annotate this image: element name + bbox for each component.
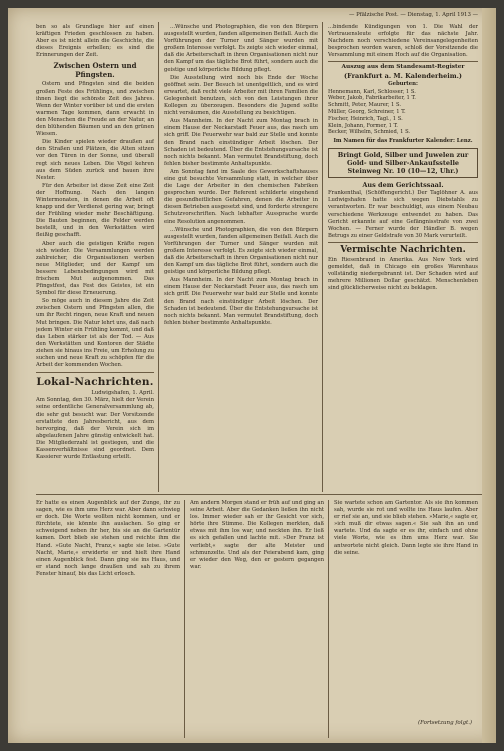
paragraph: ...Wünsche und Photographien, die von den Bürgern ausgestellt wurden, fanden allgemeinen Beifall. Auch die Vorführungen der Turner und Sänger wurden mit großem Interesse verfolgt. Es zeigte sich wieder einmal, daß die Arbeiterschaft in ihren Organisationen nicht nur den Kampf um das tägliche Brot führt, sondern auch die geistige und körperliche Bildung pflegt. [164, 226, 318, 276]
article-heading: Zwischen Ostern und Pfingsten. [53, 61, 137, 80]
section-heading-local: Lokal-Nachrichten. [36, 376, 154, 389]
right-column [328, 24, 478, 492]
misc-text: Ein Riesenbrand in Amerika. Aus New York wird gemeldet, daß in Chicago ein großes Warenhaus vollständig niedergebrannt ist. Der Schaden wird auf mehrere Millionen Dollar geschätzt. Menschenleben sind glücklicherweise nicht zu beklagen. [328, 256, 478, 292]
local-dateline: Ludwigshafen, 1. April. [91, 390, 154, 397]
section-rule [328, 242, 478, 243]
page-edge [482, 8, 496, 743]
list-item: Fischer, Heinrich, Tagl., 1 S. [328, 115, 403, 122]
local-text: Am Sonntag, den 30. März, hielt der Verein seine ordentliche Generalversammlung ab, die sehr gut besucht war. Der Vorsitzende erstattete den Jahresbericht, aus dem hervorging, daß der Verein sich im abgelaufenen Jahre günstig entwickelt hat. Die Mitgliederzahl ist gestiegen, und die Kassenverhältnisse sind geordnet. Dem Kassierer wurde Entlastung erteilt. [36, 397, 154, 461]
register-footer: Im Namen für das Frankfurter Kalender: Lenz. [333, 138, 473, 145]
left-column [36, 24, 154, 492]
intro-text: ben so als Grundlage hier auf einen kräftigen Frieden geschlossen zu haben. Aber es ist nicht allein die Geschichte, die dieses Ereignis erhellen; es sind die Erinnerungen der Zeit. [36, 24, 154, 59]
middle-column [164, 24, 318, 492]
list-item: Schmitt, Peter, Maurer, 1 S. [328, 102, 402, 109]
feuilleton-rule [36, 494, 482, 495]
register-label: Geburten: [388, 81, 418, 88]
register-heading: Auszug aus dem Standesamt-Register [341, 64, 465, 71]
court-heading: Aus dem Gerichtssaal. [362, 181, 444, 190]
paragraph: Ostern und Pfingsten sind die beiden großen Feste des Frühlings, und zwischen ihnen liegt die schönste Zeit des Jahres. Wenn der Winter vorüber ist und die ersten warmen Tage kommen, dann erwacht in den Menschen die Freude an der Natur, an den blühenden Bäumen und an den grünen Wiesen. [36, 81, 154, 138]
column-rule [158, 22, 159, 492]
paragraph: Die Kinder spielen wieder draußen auf den Straßen und Plätzen, die Alten sitzen vor den Türen in der Sonne, und überall regt sich neues Leben. Die Vögel kehren aus dem Süden zurück und bauen ihre Nester. [36, 139, 154, 181]
article-body [36, 81, 154, 369]
newspaper-page [8, 8, 496, 743]
date-line: — Pfälzische Post. — Dienstag, 1. April 1913 — [348, 12, 478, 18]
list-item: Klein, Johann, Former, 1 T. [328, 122, 398, 129]
story-text: Sie wartete schon am Gartentor. Als sie ihn kommen sah, wurde sie rot und wollte ins Haus laufen. Aber er rief sie an, und sie blieb stehen. »Marie,« sagte er, »ich muß dir etwas sagen.« Sie sah ihn an und wartete. Und da sagte er es ihr, einfach und ohne viele Worte, wie es ihm ums Herz war. Sie antwortete nicht gleich. Dann legte sie ihre Hand in die seine. [334, 500, 478, 556]
continuation-note: (Fortsetzung folgt.) [418, 720, 473, 726]
section-rule [328, 61, 478, 62]
story-text: Er hatte es einen Augenblick auf der Zunge, ihr zu sagen, wie es ihm ums Herz war. Aber dann schwieg er doch. Die Worte wollten nicht kommen, und er fürchtete, sie könnte ihn auslachen. So ging er schweigend neben ihr her, bis sie an die Gartentür kamen. Dort blieb sie stehen und reichte ihm die Hand. »Gute Nacht, Franz,« sagte sie leise. »Gute Nacht, Marie,« erwiderte er und hielt ihre Hand einen Augenblick fest. Dann ging sie ins Haus, und er stand noch lange draußen und sah zu ihrem Fenster hinauf, bis das Licht erlosch. [36, 500, 180, 577]
paragraph: Aber auch die geistigen Kräfte regen sich wieder. Die Versammlungen werden zahlreicher, die Organisationen werben neue Mitglieder, und der Kampf um bessere Lebensbedingungen wird mit frischem Mut aufgenommen. Das Pfingstfest, das Fest des Geistes, ist ein Symbol für diese Erneuerung. [36, 240, 154, 297]
column-rule [328, 500, 329, 738]
feuilleton-column-3 [334, 500, 478, 738]
paragraph: Die Ausstellung wird noch bis Ende der Woche geöffnet sein. Der Besuch ist unentgeltlich, und es wird erwartet, daß recht viele Arbeiter mit ihren Familien die Gelegenheit benutzen, sich von den Leistungen ihrer Kollegen zu überzeugen. Besonders die Jugend sollte nicht versäumen, die Ausstellung zu besichtigen. [164, 74, 318, 117]
list-item: Becker, Wilhelm, Schmied, 1 S. [328, 129, 411, 136]
gold-advertisement: Bringt Gold, Silber und Juwelen zur Gold- und Silber-Ankaufsstelle Steinweg Nr. 10 (10—12, Uhr.) [328, 148, 478, 178]
feuilleton-column-2 [190, 500, 324, 738]
column-rule [184, 500, 185, 738]
section-rule [36, 372, 154, 373]
paragraph: Aus Mannheim. In der Nacht zum Montag brach in einem Hause der Neckarstadt Feuer aus, das rasch um sich griff. Die Feuerwehr war bald zur Stelle und konnte den Brand nach einstündiger Arbeit löschen. Der Schaden ist bedeutend. Über die Entstehungsursache ist noch nichts bekannt. Man vermutet Brandstiftung, doch fehlen bisher bestimmte Anhaltspunkte. [164, 118, 318, 167]
article-text [164, 24, 318, 327]
feuilleton-column-1 [36, 500, 180, 738]
register-list [328, 89, 478, 137]
paragraph: ...Wünsche und Photographien, die von den Bürgern ausgestellt wurden, fanden allgemeinen Beifall. Auch die Vorführungen der Turner und Sänger wurden mit großem Interesse verfolgt. Es zeigte sich wieder einmal, daß die Arbeiterschaft in ihren Organisationen nicht nur den Kampf um das tägliche Brot führt, sondern auch die geistige und körperliche Bildung pflegt. [164, 24, 318, 73]
list-item: Weber, Jakob, Fabrikarbeiter, 1 T. [328, 95, 416, 102]
paragraph: Für den Arbeiter ist diese Zeit eine Zeit der Hoffnung. Nach den langen Wintermonaten, in denen die Arbeit oft knapp und der Verdienst gering war, bringt der Frühling wieder mehr Beschäftigung. Die Bauten beginnen, die Felder werden bestellt, und in den Werkstätten wird fleißig geschafft. [36, 182, 154, 239]
paragraph: Am Sonntag fand im Saale des Gewerkschaftshauses eine gut besuchte Versammlung statt, in welcher über die Lage der Arbeiter in den chemischen Fabriken gesprochen wurde. Der Referent schilderte eingehend die gesundheitlichen Gefahren, denen die Arbeiter in diesen Betrieben ausgesetzt sind, und forderte strengere Schutzvorschriften. Nach lebhafter Aussprache wurde eine Resolution angenommen. [164, 168, 318, 225]
article-text: ...bindende Kündigungen von 1. Die Wahl der Vertrauensleute erfolgte für das nächste Jahr. Nachdem noch verschiedene Vereinsangelegenheiten besprochen worden waren, schloß der Vorsitzende die Versammlung mit einem Hoch auf die Organisation. [328, 24, 478, 59]
court-text: Frankenthal, (Schöffengericht.) Der Taglöhner A. aus Ludwigshafen hatte sich wegen Diebstahls zu verantworten. Er war beschuldigt, aus einem Neubau verschiedene Werkzeuge entwendet zu haben. Das Gericht erkannte auf eine Gefängnisstrafe von zwei Wochen. — Ferner wurde der Händler B. wegen Betrugs zu einer Geldstrafe von 30 Mark verurteilt. [328, 190, 478, 239]
paragraph: So möge auch in diesem Jahre die Zeit zwischen Ostern und Pfingsten allen, die um ihr Recht ringen, neue Kraft und neuen Mut bringen. Die Natur lehrt uns, daß nach jedem Winter ein Frühling kommt, und daß das Leben stärker ist als der Tod. — Aus den Werkstätten und Kontoren der Städte ziehen sie hinaus ins Freie, um Erholung zu suchen und neue Kraft zu schöpfen für die Arbeit der kommenden Wochen. [36, 298, 154, 369]
column-rule [322, 22, 323, 492]
story-text: Am andern Morgen stand er früh auf und ging an seine Arbeit. Aber die Gedanken ließen ihn nicht los. Immer wieder sah er ihr Gesicht vor sich, hörte ihre Stimme. Die Kollegen merkten, daß etwas mit ihm los war, und neckten ihn. Er ließ es sich gefallen und lachte mit. »Der Franz ist verliebt,« sagte der alte Meister und schmunzelte. Und als der Feierabend kam, ging er wieder den Weg, den er gestern gegangen war. [190, 500, 324, 570]
list-item: Müller, Georg, Schreiner, 1 T. [328, 108, 406, 115]
misc-heading: Vermischte Nachrichten. [340, 244, 466, 255]
paragraph: Aus Mannheim. In der Nacht zum Montag brach in einem Hause der Neckarstadt Feuer aus, das rasch um sich griff. Die Feuerwehr war bald zur Stelle und konnte den Brand nach einstündiger Arbeit löschen. Der Schaden ist bedeutend. Über die Entstehungsursache ist noch nichts bekannt. Man vermutet Brandstiftung, doch fehlen bisher bestimmte Anhaltspunkte. [164, 277, 318, 326]
list-item: Hennemann, Karl, Schlosser, 1 S. [328, 88, 416, 95]
register-subheading: (Frankfurt a. M. Kalenderheim.) [344, 72, 462, 81]
